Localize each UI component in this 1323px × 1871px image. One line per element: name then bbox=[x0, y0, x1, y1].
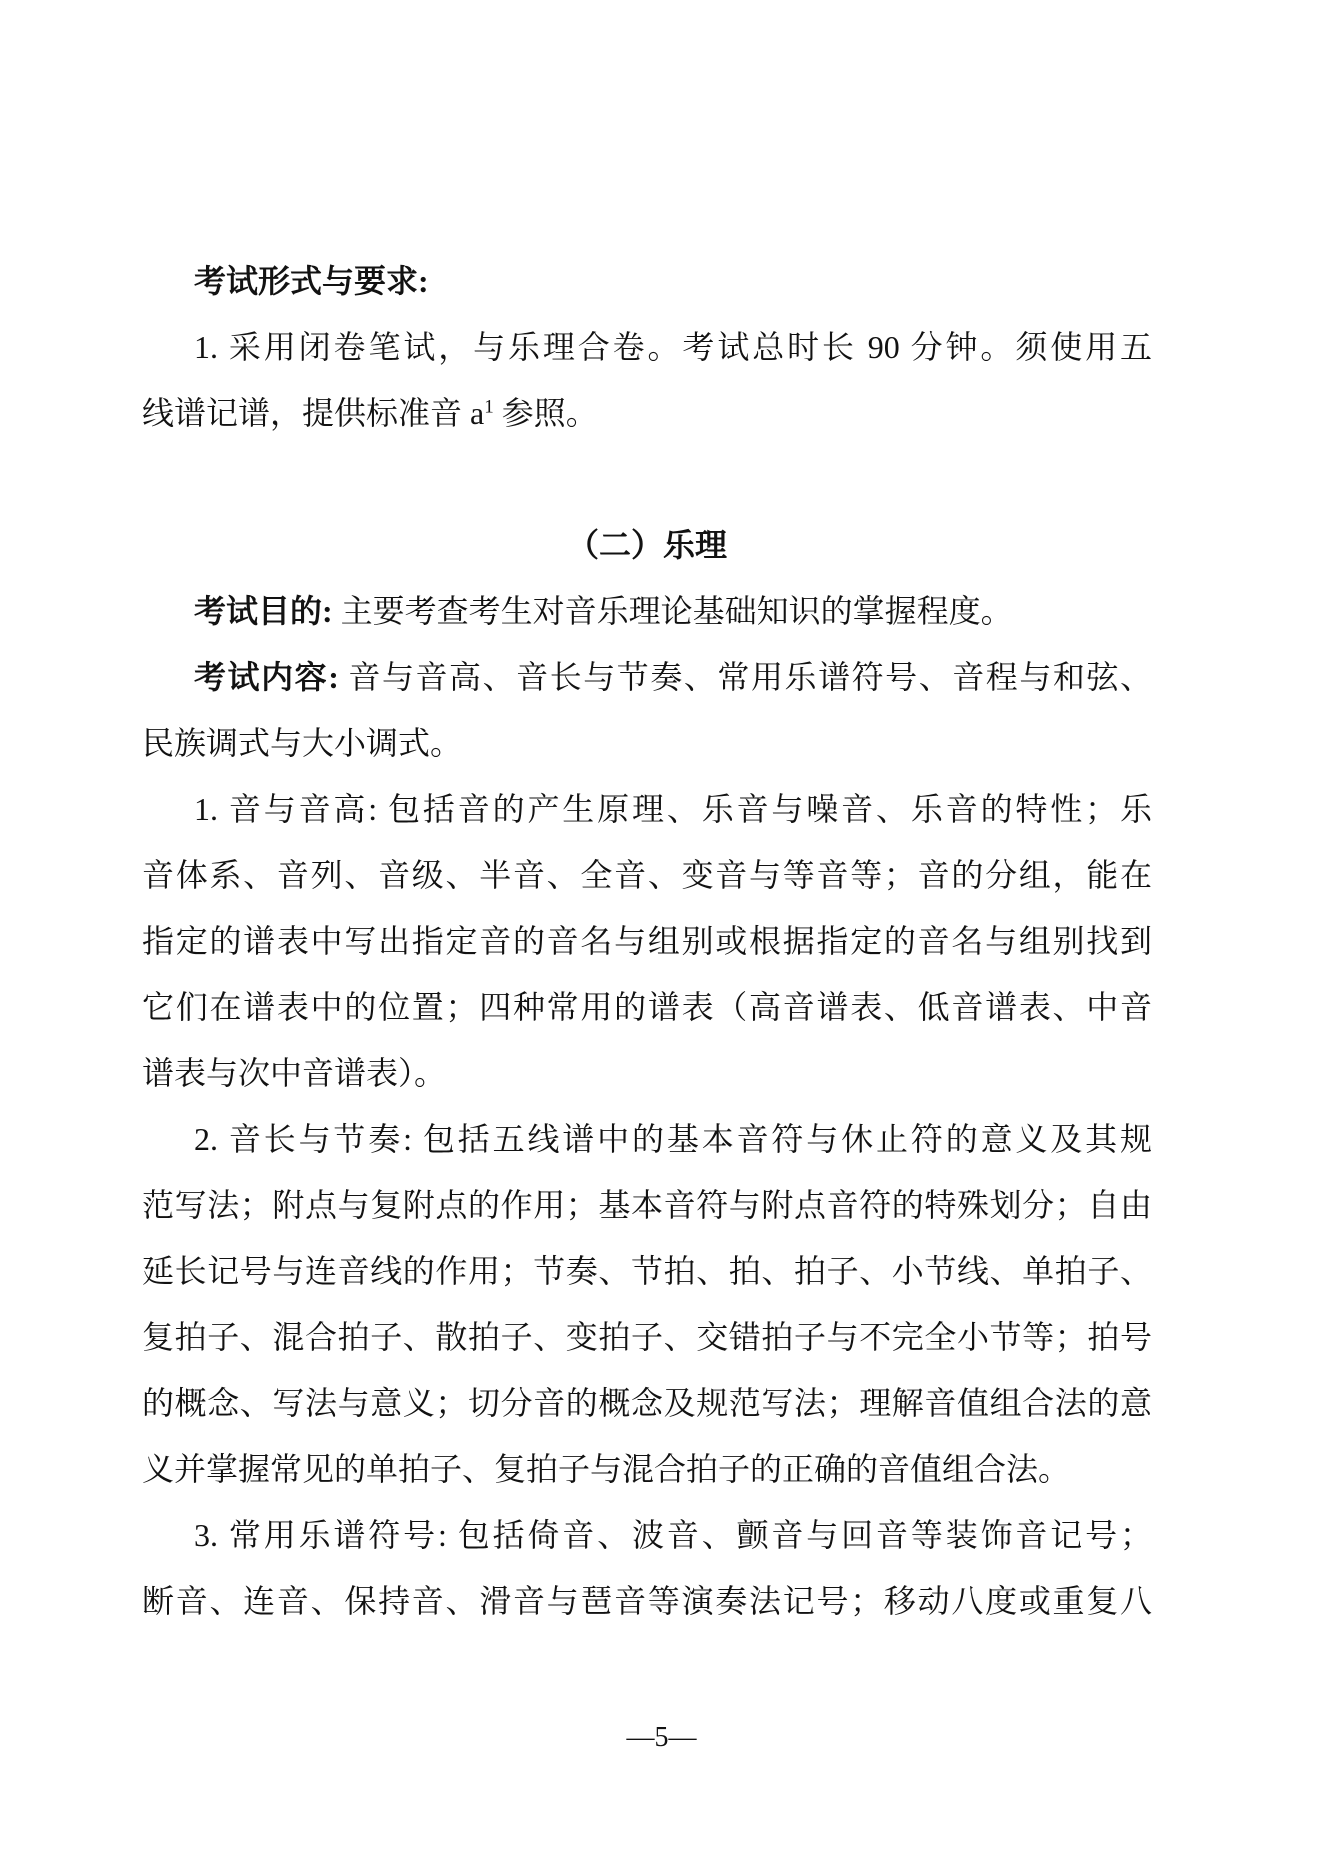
blank-line bbox=[142, 446, 1152, 512]
item2-line: 2. 音长与节奏: 包括五线谱中的基本音符与休止符的意义及其规 bbox=[194, 1121, 1152, 1157]
item1-line: 音体系、音列、音级、半音、全音、变音与等音等；音的分组，能在 bbox=[142, 857, 1152, 893]
item1-line: 指定的谱表中写出指定音的音名与组别或根据指定的音名与组别找到 bbox=[142, 923, 1152, 959]
format-item-1-line-1: 1. 采用闭卷笔试，与乐理合卷。考试总时长 90 分钟。须使用五 bbox=[194, 329, 1152, 365]
document-body bbox=[142, 248, 1152, 1634]
exam-scope-text: 音与音高、音长与节奏、常用乐谱符号、音程与和弦、 bbox=[338, 659, 1152, 695]
section-title: （二）乐理 bbox=[566, 527, 727, 563]
item3-line: 断音、连音、保持音、滑音与琶音等演奏法记号；移动八度或重复八 bbox=[142, 1583, 1152, 1619]
line-text: 参照。 bbox=[493, 395, 598, 431]
item2-line: 复拍子、混合拍子、散拍子、变拍子、交错拍子与不完全小节等；拍号 bbox=[142, 1319, 1152, 1355]
item2-line: 的概念、写法与意义；切分音的概念及规范写法；理解音值组合法的意 bbox=[142, 1385, 1152, 1421]
item1-line: 谱表与次中音谱表）。 bbox=[142, 1055, 447, 1091]
exam-purpose-text: 主要考查考生对音乐理论基础知识的掌握程度。 bbox=[332, 593, 1013, 629]
exam-purpose-label: 考试目的: bbox=[194, 593, 333, 629]
exam-scope-line-1 bbox=[142, 644, 1152, 710]
exam-format-heading: 考试形式与要求: bbox=[194, 263, 429, 299]
format-item-1-line-2 bbox=[142, 380, 1152, 446]
item2-line: 范写法；附点与复附点的作用；基本音符与附点音符的特殊划分；自由 bbox=[142, 1187, 1152, 1223]
exam-purpose-line bbox=[142, 578, 1152, 644]
superscript-note: 1 bbox=[484, 396, 494, 418]
item1-line: 1. 音与音高: 包括音的产生原理、乐音与噪音、乐音的特性；乐 bbox=[194, 791, 1152, 827]
item1-line: 它们在谱表中的位置；四种常用的谱表（高音谱表、低音谱表、中音 bbox=[142, 989, 1152, 1025]
exam-scope-label: 考试内容: bbox=[194, 659, 339, 695]
exam-scope-line-2: 民族调式与大小调式。 bbox=[142, 725, 463, 761]
item2-line: 义并掌握常见的单拍子、复拍子与混合拍子的正确的音值组合法。 bbox=[142, 1451, 1071, 1487]
line-text: 线谱记谱，提供标准音 a bbox=[142, 395, 485, 431]
page-number: —5— bbox=[626, 1722, 697, 1753]
item2-line: 延长记号与连音线的作用；节奏、节拍、拍、拍子、小节线、单拍子、 bbox=[142, 1253, 1152, 1289]
item3-line: 3. 常用乐谱符号: 包括倚音、波音、颤音与回音等装饰音记号； bbox=[194, 1517, 1152, 1553]
